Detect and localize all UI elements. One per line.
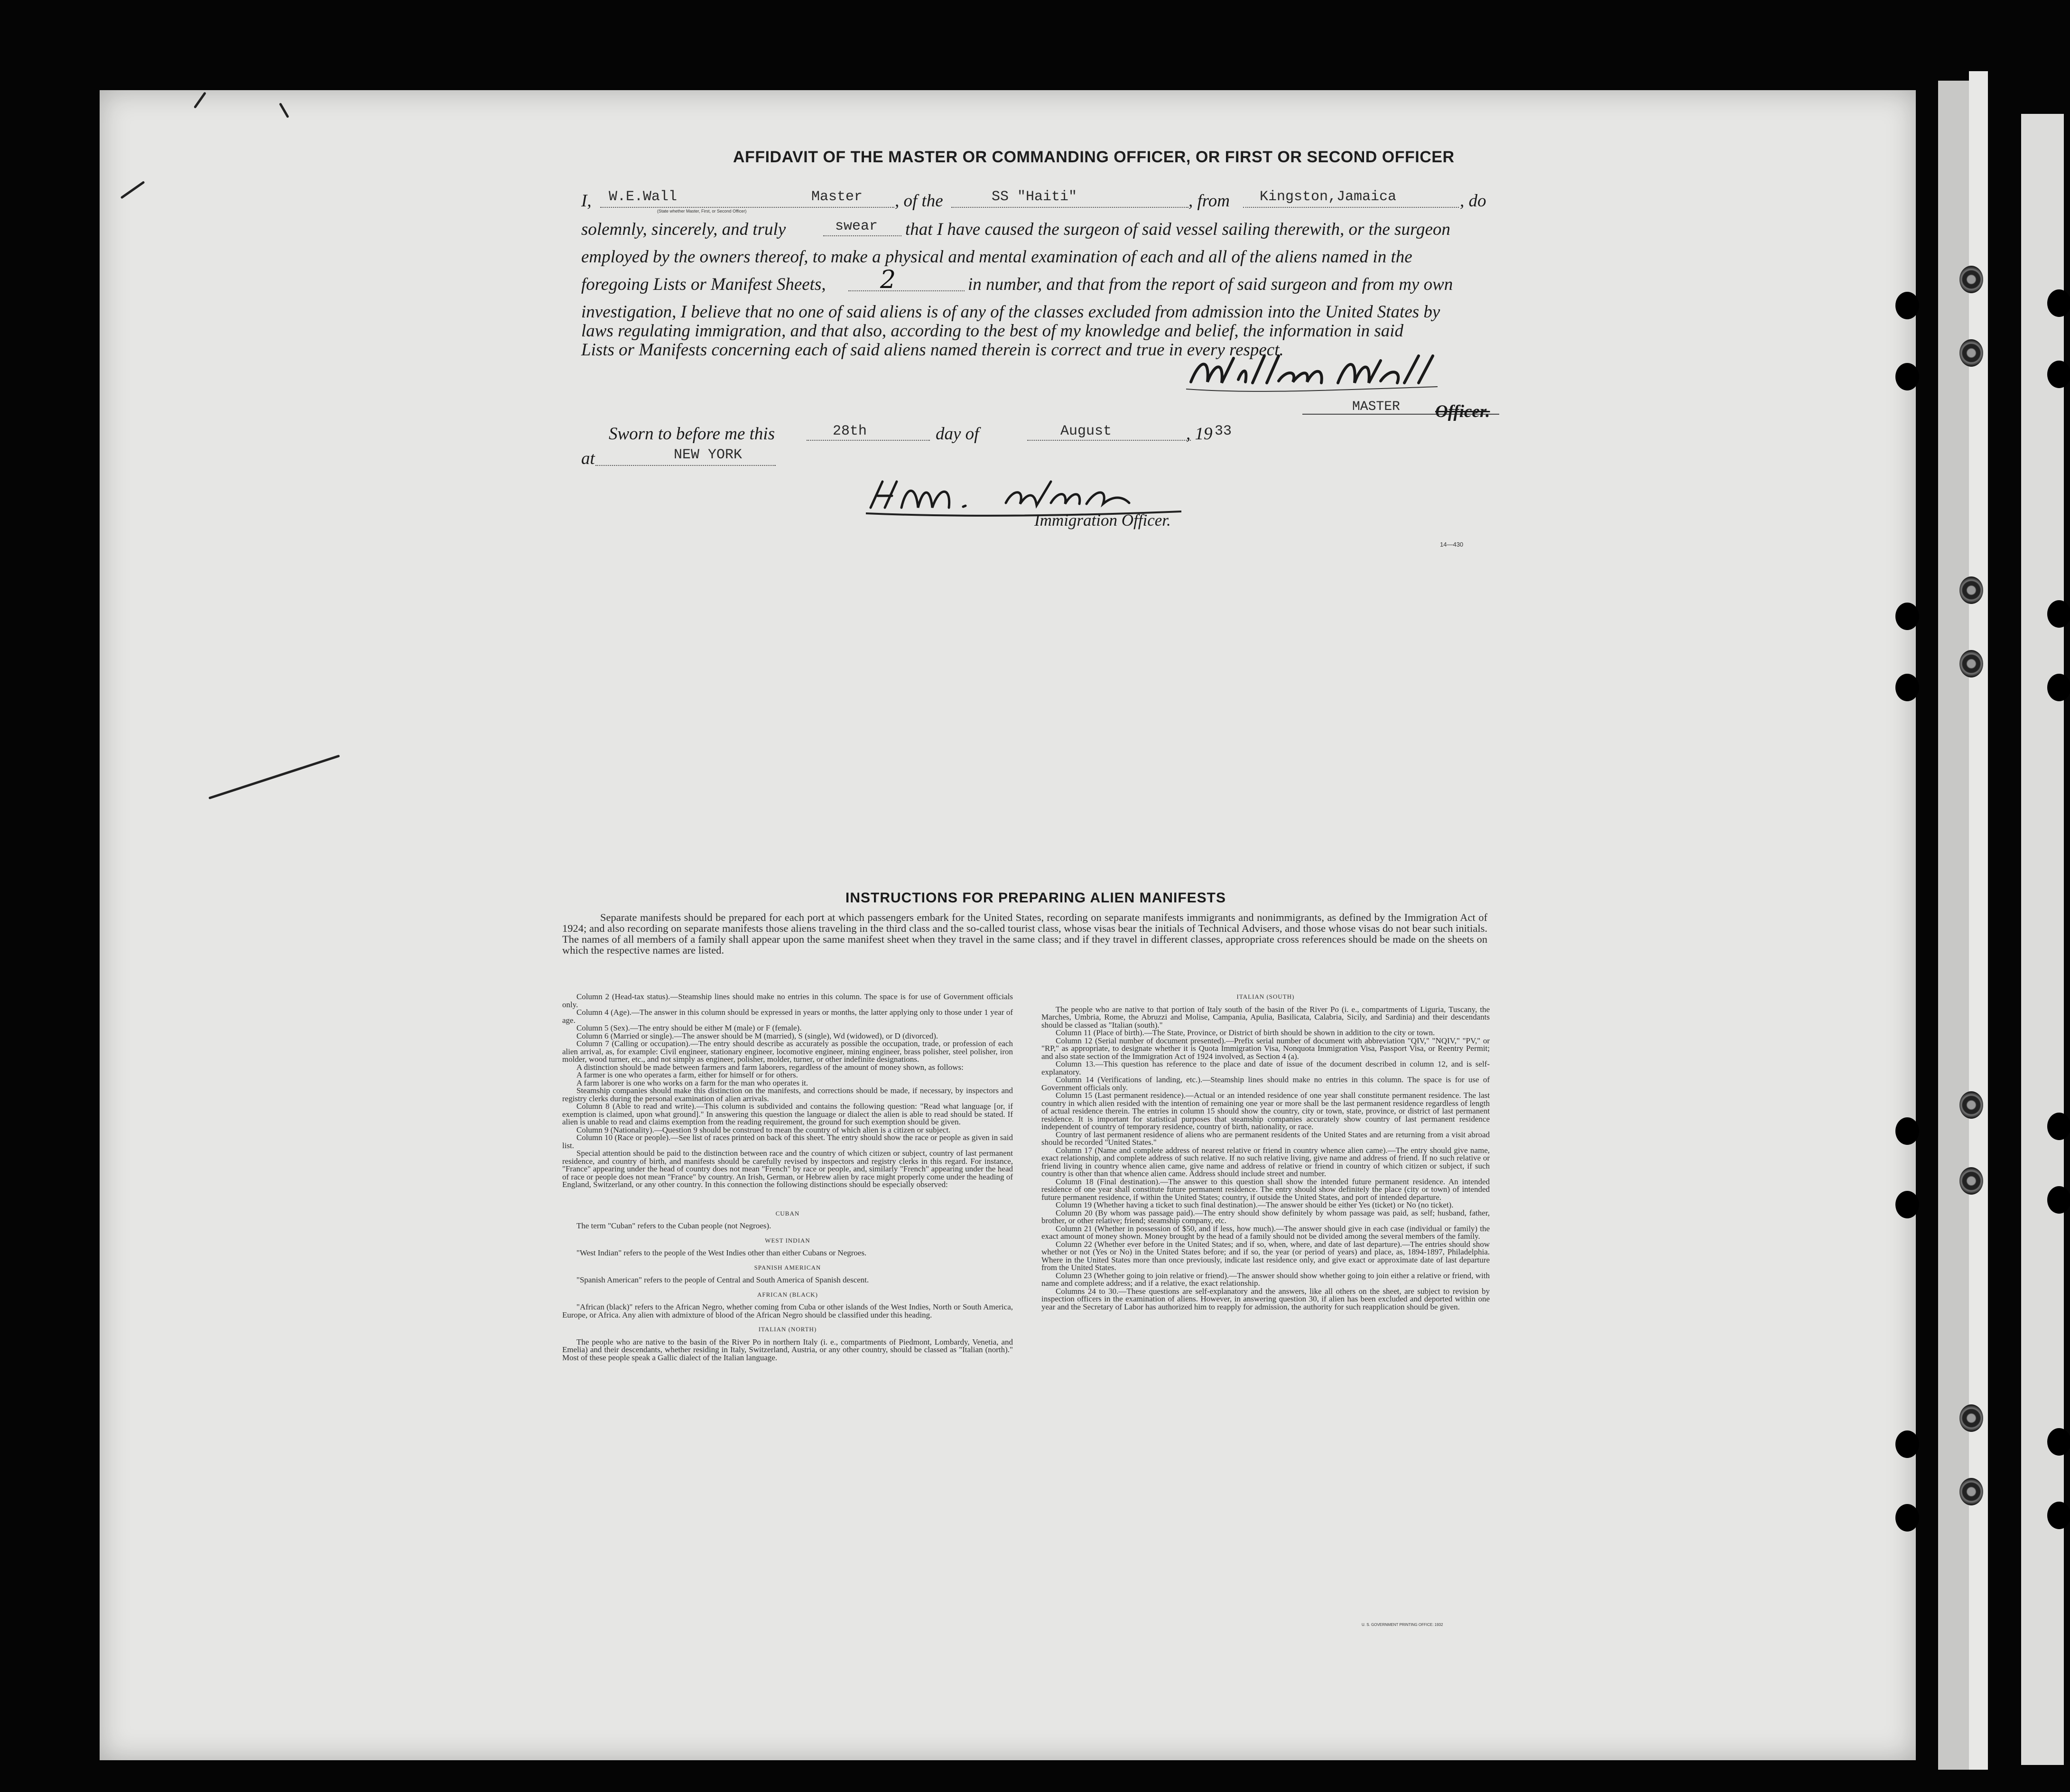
officer-rank: Master — [811, 189, 863, 205]
section-heading-cuban: CUBAN — [775, 1209, 800, 1217]
grommet-icon — [1959, 266, 1983, 293]
instruction-paragraph: Column 7 (Calling or occupation).—The entry should describe as accurately as possible the occupation, trade, or profession of each alien arrival, as, for example: Civil engineer, stationary engineer, locomotive engineer, mining engineer, brass polisher, steel polisher, iron molder, wood turner, etc., and not simply as engineer, polisher, molder, turner, or other indefinite designations. — [562, 1039, 1013, 1064]
instruction-paragraph: "West Indian" refers to the people of the West Indies other than either Cubans or Negroes. — [576, 1248, 867, 1257]
at-label: at — [581, 449, 595, 468]
officer-title: Immigration Officer. — [1034, 511, 1171, 529]
section-heading-african: AFRICAN (BLACK) — [757, 1291, 818, 1298]
fill-line — [1027, 440, 1191, 441]
master-name: W.E.Wall — [609, 189, 678, 205]
punch-hole — [1895, 603, 1919, 630]
instruction-paragraph: Column 10 (Race or people).—See list of races printed on back of this sheet. The entry should show the race or people as given in said list. — [562, 1133, 1013, 1150]
instruction-paragraph: Column 4 (Age).—The answer in this column should be expressed in years or months, the latter applying only to those under 1 year of age. — [562, 1008, 1013, 1025]
affidavit-line: Lists or Manifests concerning each of said aliens named therein is correct and true in every respect. — [581, 340, 1284, 360]
grommet-icon — [1959, 1478, 1983, 1505]
instruction-paragraph: Column 18 (Final destination).—The answer to this question shall show the intended future permanent residence. An intended residence of one year shall constitute future permanent residence. The entry should show definitely the place (city or town) of intended future permanent residence, if within the United States; country, if outside the United States, and port of intended departure. — [1041, 1177, 1490, 1202]
section-heading-spanish-american: SPANISH AMERICAN — [754, 1263, 821, 1271]
affidavit-line: solemnly, sincerely, and truly — [581, 220, 786, 239]
binding-strip-edge — [1969, 71, 1988, 1770]
from-label: , from — [1188, 191, 1230, 211]
instruction-paragraph: The people who are native to the basin of the River Po in northern Italy (i. e., compartments of Piedmont, Lombardy, Venetia, and Emelia) and their descendants, whether residing in Italy, Switzerland, Austria, or any other country, should be classed as "Italian (north)." Most of these people speak a Gallic dialect of the Italian language. — [562, 1337, 1013, 1362]
year-prefix: , 19 — [1186, 424, 1213, 444]
binding-strip — [1938, 81, 1969, 1770]
fill-line — [951, 207, 1188, 208]
instruction-paragraph: Column 15 (Last permanent residence).—Actual or an intended residence of one year shall constitute permanent residence. The last country in which alien resided with the intention of remaining one year or more shall be the last permanent residence regardless of length of actual residence therein. The entries in column 15 should show the country, city or town, state, province, or district of last permanent residence. It is important for statistical purposes that steamship companies accurately show country of last permanent residence independent of country of temporary residence, country of birth, nationality, or race. — [1041, 1091, 1490, 1131]
punch-hole — [1895, 1504, 1919, 1532]
instruction-paragraph: Column 17 (Name and complete address of nearest relative or friend in country whence alien came).—The entry should give name, exact relationship, and complete address of such relative. If no such relative living, give name and address of friend. If no such relative or friend living in country whence alien came, give name and address of relative or friend in country of which citizen or subject, if such country is other than that whence alien came. Address should include street and number. — [1041, 1145, 1490, 1178]
instructions-intro: Separate manifests should be prepared for each port at which passengers embark for the United States, recording on separate manifests immigrants and nonimmigrants, as defined by the Immigration Act of 1924; and also recording on separate manifests those aliens traveling in the third class and the so-called tourist class, whose visas bear the initials of Technical Advisers, and those whose visas do not bear such initials. The names of all members of a family shall appear upon the same manifest sheet when they travel in the same class; and if they travel in different classes, appropriate cross references should be made on the sheets on which the respective names are listed. — [562, 911, 1487, 956]
sworn-month: August — [1060, 423, 1112, 439]
affidavit-prefix: I, — [581, 191, 592, 211]
instruction-paragraph: Column 12 (Serial number of document presented).—Prefix serial number of document with abbreviation "QIV," "NQIV," "PV," or "RP," as appropriate, to designate whether it is Quota Immigration Visa, Nonquota Immigration Visa, Passport Visa, or Reentry Permit; and also state section of the Immigration Act of 1924 involved, as Section 4 (a). — [1041, 1036, 1490, 1061]
form-number: 14—430 — [1440, 541, 1464, 548]
instruction-paragraph: Column 8 (Able to read and write).—This column is subdivided and contains the following question: "Read what language [or, if exemption is claimed, upon what ground]." In answering this question the language or dialect the alien is able to read should be stated. If alien is unable to read and claims exemption from the reading requirement, the ground for such exemption should be given. — [562, 1102, 1013, 1126]
punch-hole — [1895, 1191, 1919, 1218]
section-heading-italian-south: ITALIAN (SOUTH) — [1236, 993, 1295, 1000]
affidavit-line: laws regulating immigration, and that also, according to the best of my knowledge and belief, the information in said — [581, 321, 1404, 341]
grommet-icon — [1959, 1167, 1983, 1195]
instruction-paragraph: Column 19 (Whether having a ticket to such final destination).—The answer should be either Yes (ticket) or No (no ticket). — [1056, 1200, 1454, 1209]
affidavit-line: employed by the owners thereof, to make a physical and mental examination of each and all of the aliens named in the — [581, 247, 1412, 267]
instruction-paragraph: "Spanish American" refers to the people of Central and South America of Spanish descent. — [576, 1275, 869, 1284]
sworn-year: 33 — [1215, 423, 1232, 439]
instruction-paragraph: A farm laborer is one who works on a farm for the man who operates it. — [576, 1078, 808, 1087]
sworn-day: 28th — [833, 423, 867, 439]
instruction-paragraph: Column 21 (Whether in possession of $50, and if less, how much).—The answer should give in each case (individual or family) the exact amount of money shown. Money brought by the head of a family should not be divided among the several members of the family. — [1041, 1224, 1490, 1241]
punch-hole — [2047, 1428, 2070, 1456]
rank-note: (State whether Master, First, or Second Officer) — [657, 209, 747, 214]
punch-hole — [2047, 289, 2070, 317]
punch-hole — [1895, 674, 1919, 701]
sworn-place: NEW YORK — [674, 447, 743, 463]
section-heading-italian-north: ITALIAN (NORTH) — [758, 1326, 817, 1333]
affidavit-line: foregoing Lists or Manifest Sheets, — [581, 275, 826, 294]
punch-hole — [2047, 600, 2070, 628]
grommet-icon — [1959, 1404, 1983, 1432]
instruction-paragraph: Column 23 (Whether going to join relative or friend).—The answer should show whether going to join either a relative or friend, with name and complete address; and if a relative, the exact relationship. — [1041, 1271, 1490, 1288]
instruction-paragraph: Column 20 (By whom was passage paid).—The entry should show definitely by whom passage was paid, as self; husband, father, brother, or other relative; friend; steamship company, etc. — [1041, 1208, 1490, 1225]
oath-type: swear — [835, 218, 878, 234]
instruction-paragraph: Column 6 (Married or single).—The answer should be M (married), S (single), Wd (widowed), or D (divorced). — [576, 1031, 938, 1040]
instruction-paragraph: Column 11 (Place of birth).—The State, Province, or District of birth should be shown in addition to the city or town. — [1056, 1028, 1435, 1037]
instructions-right-column — [1041, 993, 1490, 1311]
instruction-paragraph: Column 14 (Verifications of landing, etc.).—Steamship lines should make no entries in this column. The space is for use of Government officials only. — [1041, 1075, 1490, 1092]
fill-line — [848, 290, 965, 291]
instruction-paragraph: Column 2 (Head-tax status).—Steamship lines should make no entries in this column. The space is for use of Government officials only. — [562, 992, 1013, 1009]
instruction-paragraph: A distinction should be made between farmers and farm laborers, regardless of the amount of money shown, as follows: — [576, 1062, 964, 1072]
punch-hole — [2047, 674, 2070, 701]
fill-line — [600, 207, 894, 208]
fill-line — [595, 465, 776, 466]
sheet-count: 2 — [880, 266, 896, 294]
of-the-label: , of the — [895, 191, 943, 211]
affidavit-line: investigation, I believe that no one of said aliens is of any of the classes excluded from admission into the United States by — [581, 302, 1440, 322]
grommet-icon — [1959, 650, 1983, 678]
departure-port: Kingston,Jamaica — [1260, 189, 1397, 205]
punch-hole — [1895, 292, 1919, 319]
grommet-icon — [1959, 576, 1983, 604]
instruction-paragraph: Column 13.—This question has reference to the place and date of issue of the document described in column 12, and is self-explanatory. — [1041, 1059, 1490, 1077]
instruction-paragraph: Steamship companies should make this distinction on the manifests, and corrections should be made, if necessary, by inspectors and registry clerks during the personal examination of alien arrivals. — [562, 1086, 1013, 1103]
instruction-paragraph: Column 22 (Whether ever before in the United States; and if so, when, where, and date of last departure).—The entries should show whether or not (Yes or No) in the United States before; and if so, the year (or period of years) and place, as, 1894-1897, Philadelphia. Where in the United States more than once previously, indicate last residence only, and give exact or approximate date of last departure from the United States. — [1041, 1239, 1490, 1272]
master-signature — [1181, 349, 1447, 403]
affidavit-title: AFFIDAVIT OF THE MASTER OR COMMANDING OFFICER, OR FIRST OR SECOND OFFICER — [733, 148, 1455, 166]
instruction-paragraph: The term "Cuban" refers to the Cuban people (not Negroes). — [576, 1221, 771, 1230]
signer-title: MASTER — [1352, 399, 1400, 414]
grommet-icon — [1959, 1091, 1983, 1119]
instruction-paragraph: Special attention should be paid to the distinction between race and the country of which citizen or subject, country of last permanent residence, and country of birth, and manifests should be carefully revised by inspectors and registry clerks in this regard. For instance, "France" appearing under the head of country does not mean "French" by race or people, and, similarly "French" appearing under the head of race or people does not mean "France" by country. An Irish, German, or Hebrew alien by race might properly come under the heading of England, Switzerland, or any other country. In this connection the following distinctions should be especially observed: — [562, 1149, 1013, 1189]
fill-line — [1243, 207, 1459, 208]
instructions-left-column — [562, 993, 1013, 1362]
section-heading-west-indian: WEST INDIAN — [765, 1236, 810, 1244]
printer-imprint: U. S. GOVERNMENT PRINTING OFFICE: 1932 — [1362, 1623, 1443, 1627]
affidavit-line: in number, and that from the report of said surgeon and from my own — [968, 275, 1453, 294]
punch-hole — [1895, 363, 1919, 390]
punch-hole — [2047, 1186, 2070, 1214]
affidavit-line: that I have caused the surgeon of said vessel sailing therewith, or the surgeon — [905, 220, 1450, 239]
instructions-title: INSTRUCTIONS FOR PREPARING ALIEN MANIFESTS — [845, 890, 1226, 906]
instruction-paragraph: A farmer is one who operates a farm, either for himself or for others. — [576, 1070, 798, 1079]
instruction-paragraph: Columns 24 to 30.—These questions are self-explanatory and the answers, like all others on the sheet, are subject to revision by inspection officers in the examination of aliens. However, in answering question 30, if alien has been excluded and deported within one year and the Secretary of Labor has authorized him to reapply for admission, the authority for such reapplication should be given. — [1041, 1286, 1490, 1311]
struck-officer-label: Officer. — [1435, 402, 1490, 421]
fill-line — [807, 440, 930, 441]
punch-hole — [2047, 1113, 2070, 1140]
instruction-paragraph: The people who are native to that portion of Italy south of the basin of the River Po (i. e., compartments of Liguria, Tuscany, the Marches, Umbria, Rome, the Abruzzi and Molise, Campania, Apulia, Basilicata, Calabria, Sicily, and Sardinia) and their descendants should be classed as "Italian (south)." — [1041, 1004, 1490, 1030]
instruction-paragraph: Country of last permanent residence of aliens who are permanent residents of the United States and are returning from a visit abroad should be recorded "United States." — [1041, 1130, 1490, 1147]
day-of-label: day of — [936, 424, 979, 444]
do-label: , do — [1460, 191, 1486, 211]
instruction-paragraph: Column 9 (Nationality).—Question 9 should be construed to mean the country of which alien is a citizen or subject. — [576, 1125, 951, 1134]
instruction-paragraph: "African (black)" refers to the African Negro, whether coming from Cuba or other islands of the West Indies, North or South America, Europe, or Africa. Any alien with admixture of blood of the African Negro should be classified under this heading. — [562, 1302, 1013, 1319]
punch-hole — [2047, 361, 2070, 388]
instruction-paragraph: Column 5 (Sex).—The entry should be either M (male) or F (female). — [576, 1023, 802, 1032]
sworn-label: Sworn to before me this — [609, 424, 775, 444]
grommet-icon — [1959, 339, 1983, 367]
fill-line — [823, 235, 901, 236]
vessel-name: SS "Haiti" — [992, 189, 1077, 205]
punch-hole — [2047, 1502, 2070, 1529]
punch-hole — [1895, 1430, 1919, 1458]
punch-hole — [1895, 1117, 1919, 1145]
